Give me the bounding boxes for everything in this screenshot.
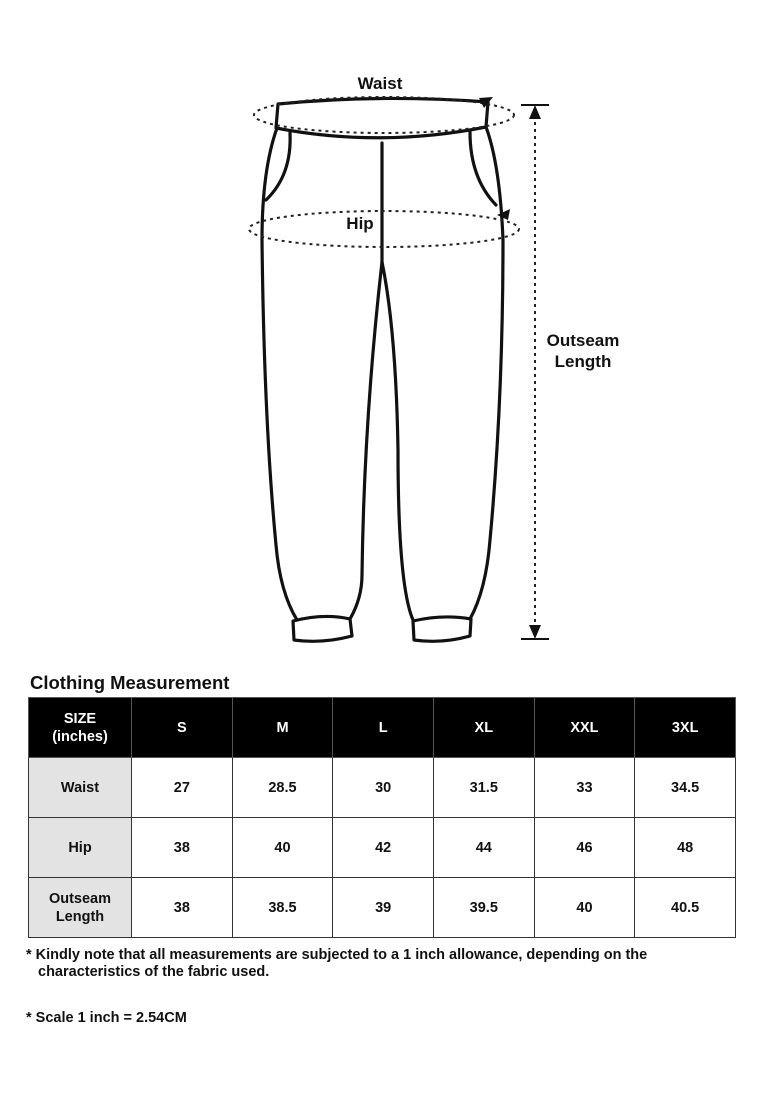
outseam-label-line1: Outseam bbox=[546, 331, 620, 350]
scale-note: * Scale 1 inch = 2.54CM bbox=[26, 1010, 187, 1026]
row-header-outseam: Outseam Length bbox=[29, 878, 132, 938]
outseam-arrow-top bbox=[529, 105, 541, 119]
hip-label: Hip bbox=[346, 214, 374, 233]
size-column-header: 3XL bbox=[635, 698, 736, 758]
left-pocket bbox=[266, 133, 290, 200]
table-cell: 48 bbox=[635, 818, 736, 878]
size-chart-table bbox=[28, 697, 736, 938]
size-column-header: XL bbox=[433, 698, 534, 758]
left-leg-outline bbox=[262, 128, 297, 620]
row-header-waist: Waist bbox=[29, 758, 132, 818]
size-header-line1: SIZE bbox=[63, 710, 97, 727]
table-cell: 46 bbox=[534, 818, 635, 878]
table-cell: 33 bbox=[534, 758, 635, 818]
chart-title: Clothing Measurement bbox=[30, 672, 230, 693]
size-header-line2: (inches) bbox=[52, 728, 108, 745]
table-cell: 42 bbox=[333, 818, 434, 878]
allowance-note-line2: characteristics of the fabric used. bbox=[38, 964, 270, 980]
waistband-outline bbox=[276, 98, 488, 137]
table-cell: 27 bbox=[132, 758, 233, 818]
right-cuff bbox=[413, 617, 471, 641]
table-cell: 31.5 bbox=[433, 758, 534, 818]
row-header-hip: Hip bbox=[29, 818, 132, 878]
size-column-header: S bbox=[132, 698, 233, 758]
table-cell: 28.5 bbox=[232, 758, 333, 818]
left-cuff bbox=[293, 616, 352, 641]
table-cell: 38.5 bbox=[232, 878, 333, 938]
hip-arrow bbox=[497, 209, 510, 220]
right-leg-outline bbox=[470, 127, 503, 619]
table-cell: 39 bbox=[333, 878, 434, 938]
table-cell: 40 bbox=[232, 818, 333, 878]
size-column-header: M bbox=[232, 698, 333, 758]
table-cell: 38 bbox=[132, 878, 233, 938]
table-row bbox=[29, 758, 736, 818]
table-row bbox=[29, 878, 736, 938]
outseam-label-line2: Length bbox=[554, 352, 612, 371]
allowance-note-line1: * Kindly note that all measurements are subjected to a 1 inch allowance, depending on the bbox=[26, 947, 648, 963]
size-header bbox=[29, 698, 132, 758]
table-cell: 39.5 bbox=[433, 878, 534, 938]
table-cell: 44 bbox=[433, 818, 534, 878]
table-header-row bbox=[29, 698, 736, 758]
table-cell: 34.5 bbox=[635, 758, 736, 818]
table-row bbox=[29, 818, 736, 878]
table-cell: 40.5 bbox=[635, 878, 736, 938]
waist-guide bbox=[254, 97, 514, 133]
table-cell: 38 bbox=[132, 818, 233, 878]
outseam-label bbox=[530, 330, 636, 372]
table-cell: 40 bbox=[534, 878, 635, 938]
allowance-note bbox=[26, 947, 726, 981]
outseam-arrow-bottom bbox=[529, 625, 541, 639]
size-column-header: L bbox=[333, 698, 434, 758]
table-cell: 30 bbox=[333, 758, 434, 818]
waist-label: Waist bbox=[357, 74, 403, 93]
size-column-header: XXL bbox=[534, 698, 635, 758]
